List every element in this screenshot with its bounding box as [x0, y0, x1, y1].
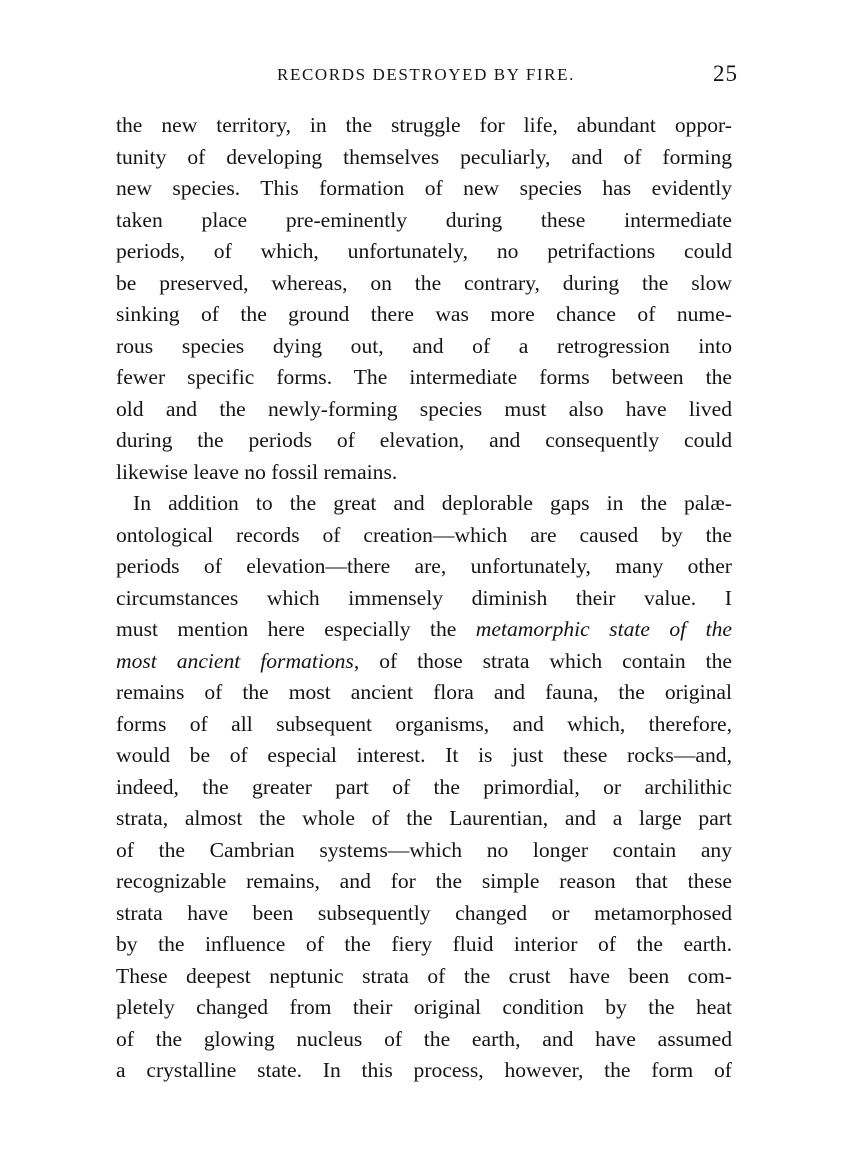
text-line: periods, of which, unfortunately, no petrifactions could [116, 239, 732, 263]
italic-phrase: most ancient formations [116, 648, 354, 673]
text-segment: , of those strata which contain the [353, 648, 732, 673]
text-line: fewer specific forms. The intermediate forms between the [116, 365, 732, 389]
text-line: strata, almost the whole of the Laurentian, and a large part [116, 806, 732, 830]
text-line: forms of all subsequent organisms, and which, therefore, [116, 711, 732, 736]
text-line-mixed [116, 614, 732, 646]
text-line: tunity of developing themselves peculiarly, and of forming [116, 144, 732, 169]
text-line: ontological records of creation—which are caused by the [116, 522, 732, 547]
text-line: would be of especial interest. It is just these rocks—and, [116, 743, 732, 767]
text-line: during the periods of elevation, and consequently could [116, 428, 732, 452]
text-line: rous species dying out, and of a retrogression into [116, 333, 732, 358]
text-line: periods of elevation—there are, unfortunately, many other [116, 554, 732, 578]
text-line: pletely changed from their original condition by the heat [116, 995, 732, 1019]
text-line: a crystalline state. In this process, however, the form of [116, 1058, 732, 1082]
text-line: the new territory, in the struggle for life, abundant oppor- [116, 113, 732, 137]
text-line: old and the newly-forming species must also have lived [116, 396, 732, 421]
text-line: likewise leave no fossil remains. [116, 459, 398, 484]
text-line: recognizable remains, and for the simple reason that these [116, 869, 732, 893]
text-segment: must mention here especially the [116, 617, 476, 641]
body-text [116, 110, 732, 1087]
text-line: These deepest neptunic strata of the crust have been com- [116, 963, 732, 988]
running-title: RECORDS DESTROYED BY FIRE. [277, 65, 575, 84]
text-line: of the Cambrian systems—which no longer contain any [116, 837, 732, 862]
italic-phrase: metamorphic state of the [475, 617, 732, 641]
text-line-mixed [116, 646, 732, 678]
page-number: 25 [713, 61, 738, 86]
running-header [116, 62, 736, 88]
text-line: circumstances which immensely diminish their value. I [116, 585, 732, 610]
text-line: of the glowing nucleus of the earth, and have assumed [116, 1026, 732, 1051]
text-line: sinking of the ground there was more chance of nume- [116, 302, 732, 326]
text-line: new species. This formation of new species has evidently [116, 176, 732, 200]
text-line: strata have been subsequently changed or metamorphosed [116, 900, 732, 925]
text-line: In addition to the great and deplorable gaps in the palæ- [133, 491, 732, 515]
text-line: taken place pre-eminently during these intermediate [116, 207, 732, 232]
text-line: remains of the most ancient flora and fauna, the original [116, 680, 732, 704]
text-line: indeed, the greater part of the primordial, or archilithic [116, 774, 732, 799]
text-line: be preserved, whereas, on the contrary, during the slow [116, 270, 732, 295]
text-line: by the influence of the fiery fluid interior of the earth. [116, 932, 732, 956]
